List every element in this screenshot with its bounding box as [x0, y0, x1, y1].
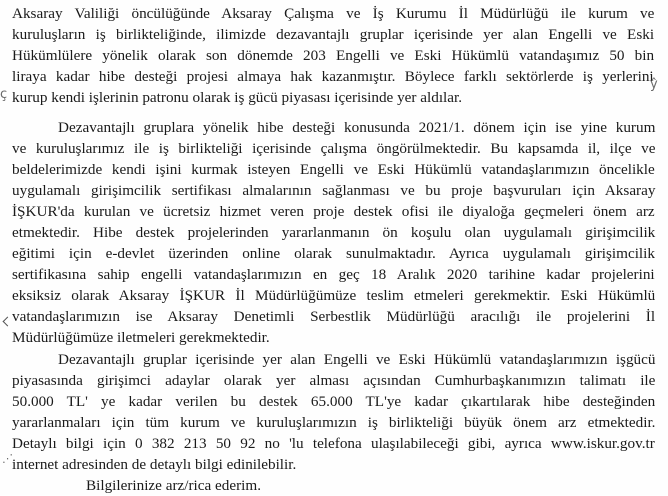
scan-speck: ç: [0, 87, 8, 102]
text-line: vatandaşlarımızın ise Aksaray Denetimli Serbestlik Müdürlüğü aracılığı ile projelerini İl: [12, 308, 656, 325]
text-line: Detaylı bilgi için 0 382 213 50 92 no 'lu telefona ulaşılabileceği gibi, ayrıca www.iskur.gov.tr: [12, 435, 655, 452]
text-line: etmektedir. Hibe destek projelerinden yararlanmanın ön koşulu olan uygulamalı girişimcilik: [12, 224, 656, 241]
text-line: eğitimi için e-devlet üzerinden online olarak sunulmaktadır. Ayrıca uygulamalı girişimcilik: [12, 245, 655, 262]
text-line: Dezavantajlı gruplara yönelik hibe desteği konusunda 2021/1. dönem için ise yine kurum: [58, 119, 656, 136]
text-line: eksiksiz olarak Aksaray İŞKUR İl Müdürlüğümüze teslim etmeleri gerekmektir. Eski Hükümlü: [12, 287, 656, 304]
text-line: beldelerimizde kendi işini kurmak isteyen Engelli ve Eski Hükümlü vatandaşlarımızın öncelikle: [12, 161, 655, 178]
text-line: 50.000 TL' ye kadar verilen bu destek 65.000 TL'ye kadar çıkartılarak hibe desteğinden: [12, 393, 656, 410]
scan-speck: ŷ: [650, 77, 658, 92]
text-line: kuruluşların iş birlikteliğinde, ilimizde dezavantajlı gruplar içerisinde yer alan Engelli ve Eski: [12, 26, 655, 43]
text-line: Müdürlüğümüze iletmeleri gerekmektedir.: [12, 329, 270, 346]
scan-speck: ⋰: [2, 452, 13, 465]
text-line: liraya kadar hibe desteği projesi almaya hak kazanmıştır. Böylece farklı sektörlerde iş yerlerini: [12, 68, 654, 85]
text-line: ve kuruluşlarımız ile iş birlikteliği içerisinde çalışma öngörülmektedir. Bu kapsamda il, ilçe ve: [12, 140, 656, 157]
text-line: Hükümlülere yönelik olarak son dönemde 203 Engelli ve Eski Hükümlü vatandaşımız 50 bin: [12, 47, 655, 64]
text-line: kurup kendi işlerinin patronu olarak iş gücü piyasası içerisinde yer aldılar.: [12, 89, 463, 106]
text-line: uygulamalı girişimcilik sertifikası almalarının sağlanması ve bu proje başvuruları için Aksaray: [12, 182, 656, 199]
scan-speck: [3, 317, 13, 327]
text-line: Aksaray Valiliği öncülüğünde Aksaray Çalışma ve İş Kurumu İl Müdürlüğü ile kurum ve: [12, 5, 655, 22]
text-line: Dezavantajlı gruplar içerisinde yer alan Engelli ve Eski Hükümlü vatandaşlarımızın işgücü: [58, 351, 656, 368]
text-line: Bilgilerinize arz/rica ederim.: [86, 477, 261, 494]
text-line: sertifikasına sahip engelli vatandaşlarımızın en geç 18 Aralık 2020 tarihine kadar projelerini: [12, 266, 655, 283]
text-line: piyasasında girişimci adaylar olarak yer alması açısından Cumhurbaşkanımızın talimatı ile: [12, 372, 656, 389]
text-line: internet adresinden de detaylı bilgi edinilebilir.: [12, 456, 297, 473]
text-line: yararlanmaları için tüm kurum ve kuruluşlarımızın iş birlikteliği büyük önem arz etmektedir.: [12, 414, 656, 431]
text-line: İŞKUR'da kurulan ve ücretsiz hizmet veren proje destek ofisi ile diyaloğa geçmeleri önem arz: [12, 203, 655, 220]
